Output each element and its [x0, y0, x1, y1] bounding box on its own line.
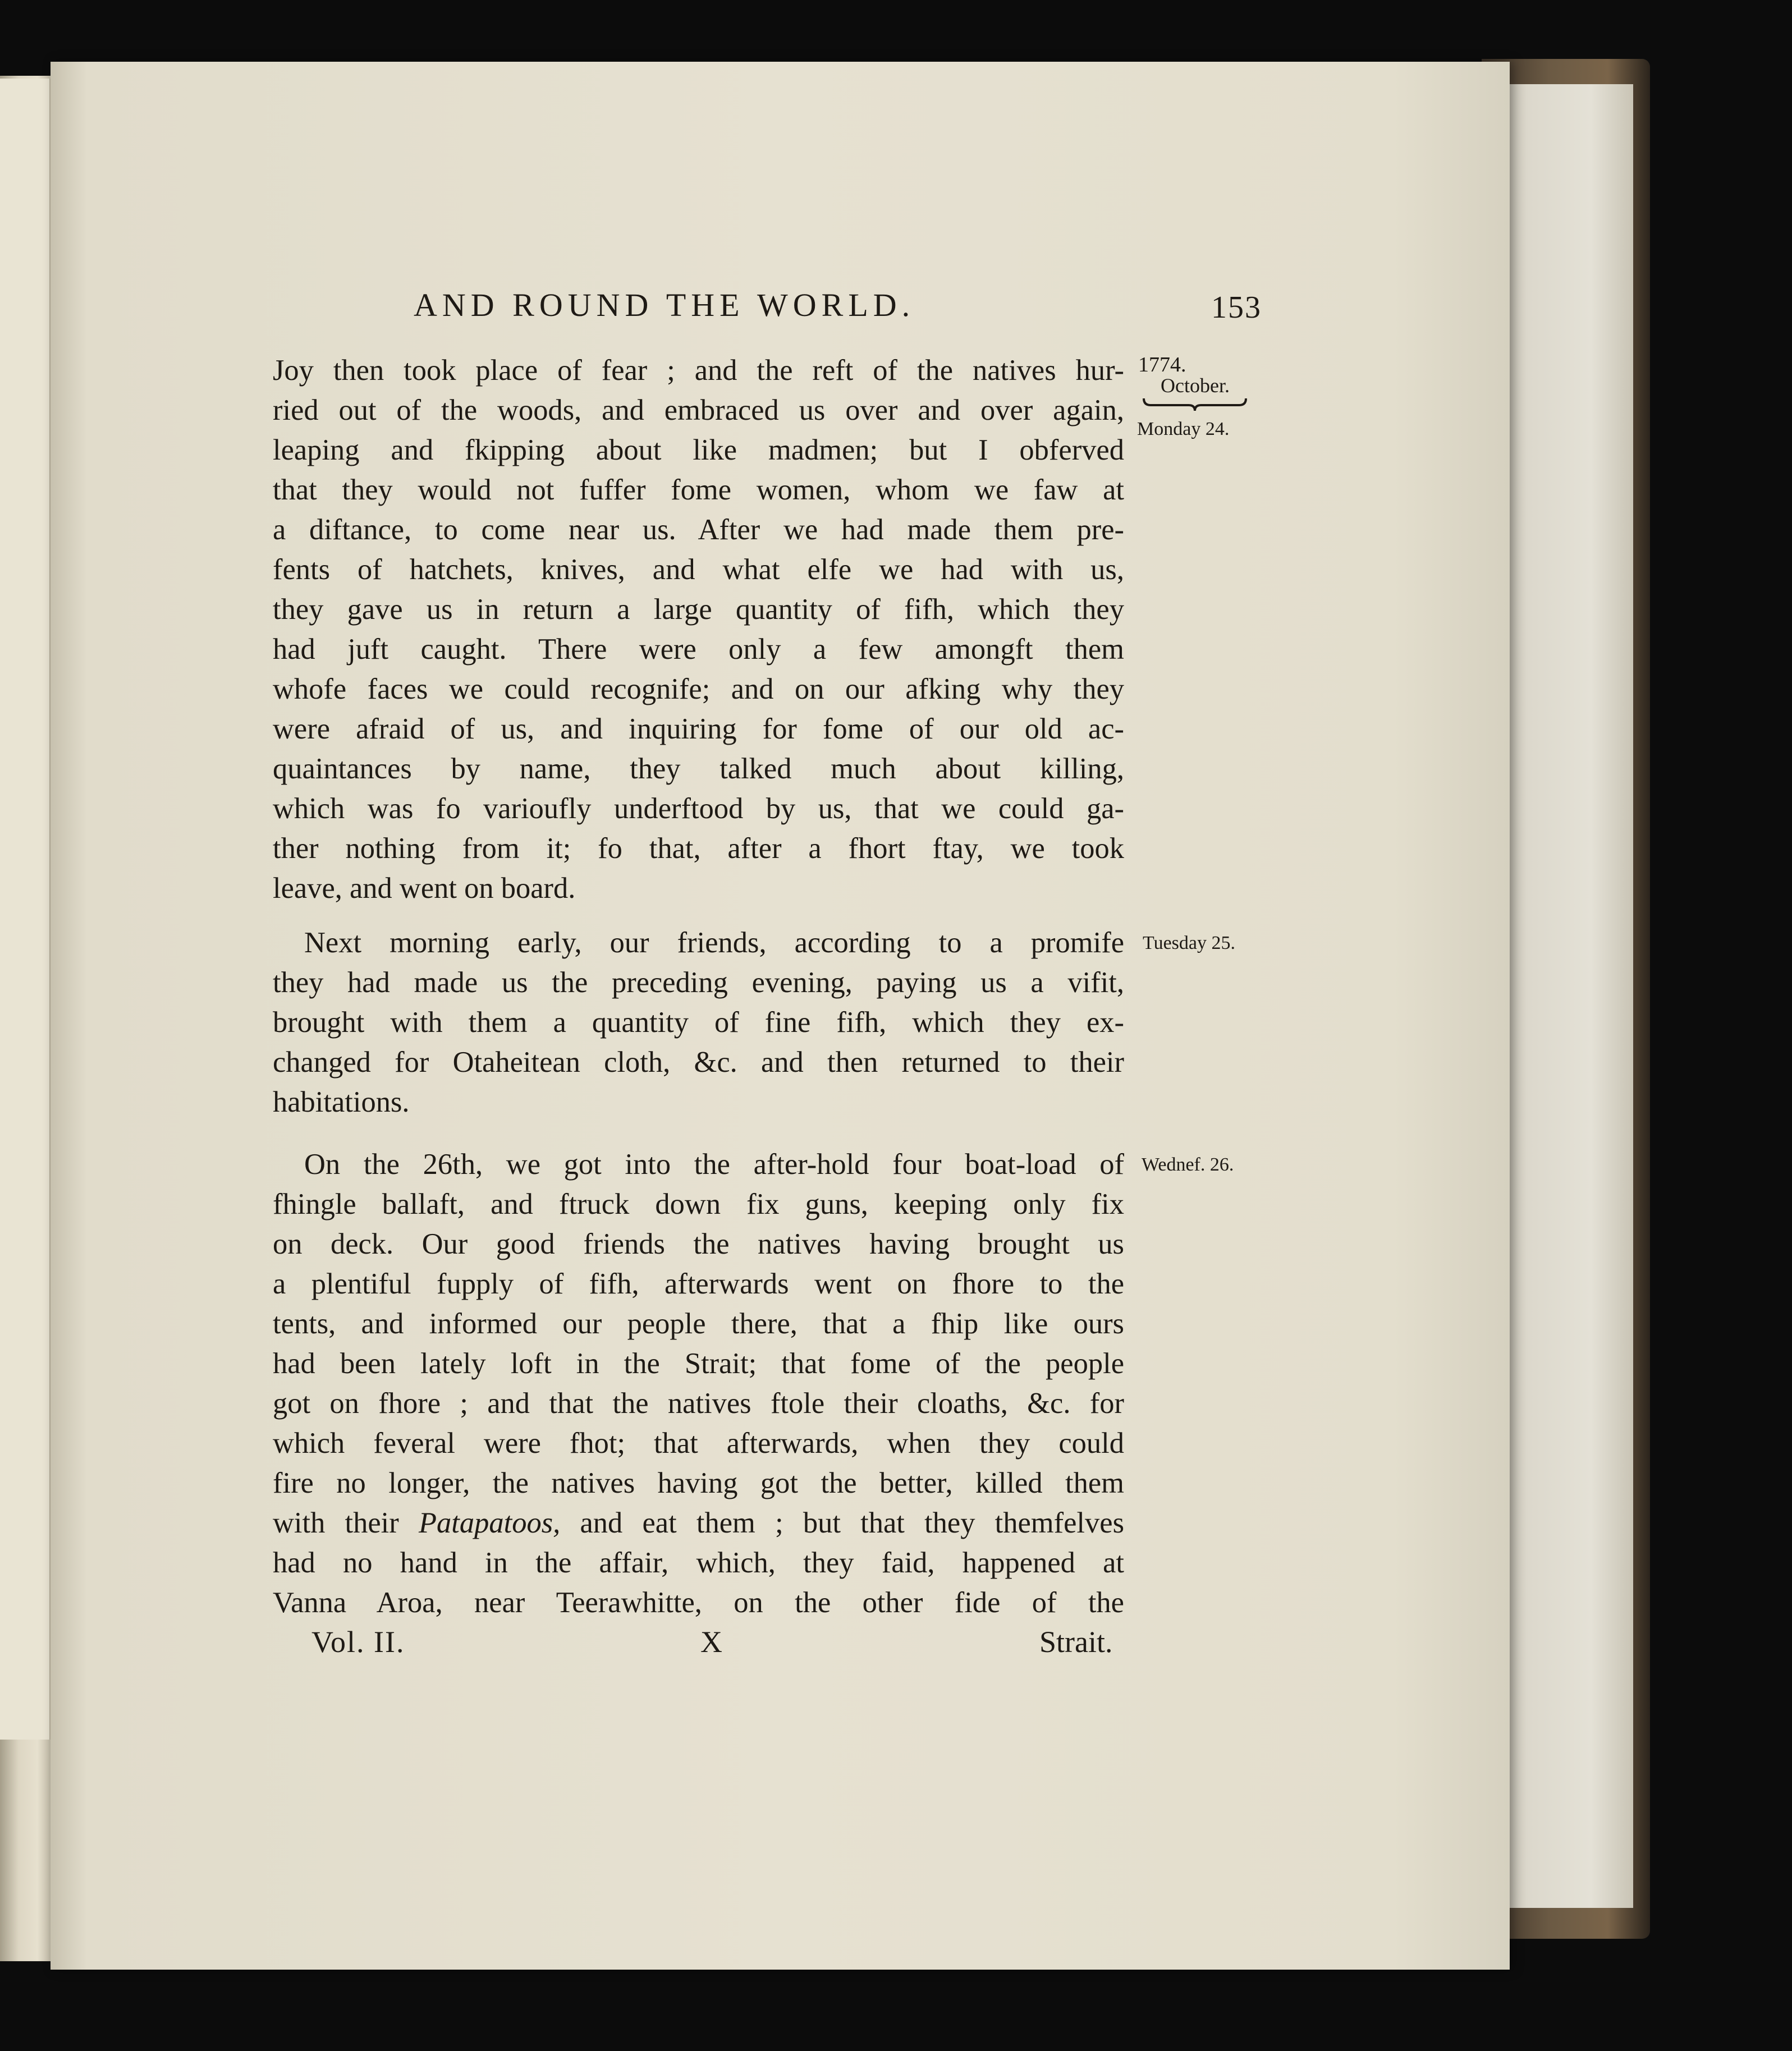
text-line: had juft caught. There were only a few amongft them — [273, 633, 1124, 666]
text-line: Next morning early, our friends, according to a promife — [304, 926, 1124, 959]
text-line: fire no longer, the natives having got the better, killed them — [273, 1467, 1124, 1499]
text-line: which feveral were fhot; that afterwards, when they could — [273, 1427, 1124, 1460]
page-number: 153 — [1211, 290, 1262, 325]
running-head: AND ROUND THE WORLD. — [414, 287, 915, 323]
catchword: Strait. — [1039, 1625, 1113, 1659]
paragraph-2 — [273, 923, 1124, 1122]
text-line-mixed — [273, 1503, 1124, 1543]
margin-brace-icon — [1142, 396, 1248, 413]
text-line: were afraid of us, and inquiring for fome of our old ac- — [273, 713, 1124, 745]
margin-tuesday: Tuesday 25. — [1143, 933, 1235, 953]
text-line: leaping and fkipping about like madmen; but I obferved — [273, 434, 1124, 466]
text-line: tents, and informed our people there, that a fhip like ours — [273, 1307, 1124, 1340]
margin-month: October. — [1161, 374, 1230, 397]
text-line: ther nothing from it; fo that, after a fhort ftay, we took — [273, 832, 1124, 865]
text-line: leave, and went on board. — [273, 872, 576, 905]
text-line: brought with them a quantity of fine fifh, which they ex- — [273, 1006, 1124, 1039]
margin-monday: Monday 24. — [1137, 419, 1230, 439]
text-segment: with their — [273, 1507, 399, 1539]
paragraph-3 — [273, 1145, 1124, 1623]
text-segment: and eat them ; but that they themfelves — [560, 1507, 1124, 1539]
left-page-strip — [0, 79, 51, 1740]
text-line: On the 26th, we got into the after-hold four boat-load of — [304, 1148, 1124, 1181]
text-line: had no hand in the affair, which, they faid, happened at — [273, 1547, 1124, 1579]
text-line: got on fhore ; and that the natives ftole their cloaths, &c. for — [273, 1387, 1124, 1420]
text-line: Joy then took place of fear ; and the reft of the natives hur- — [273, 354, 1124, 387]
text-line: changed for Otaheitean cloth, &c. and then returned to their — [273, 1046, 1124, 1079]
text-line: they gave us in return a large quantity of fifh, which they — [273, 593, 1124, 626]
margin-wednesday: Wednef. 26. — [1142, 1154, 1234, 1175]
text-line: a diftance, to come near us. After we had made them pre- — [273, 513, 1124, 546]
text-line: quaintances by name, they talked much about killing, — [273, 753, 1124, 785]
volume-mark: Vol. II. — [311, 1625, 405, 1659]
italic-word: Patapatoos, — [418, 1507, 561, 1539]
text-line: fents of hatchets, knives, and what elfe we had with us, — [273, 553, 1124, 586]
signature-mark: X — [700, 1625, 722, 1659]
text-line: which was fo varioufly underftood by us, that we could ga- — [273, 792, 1124, 825]
text-line: habitations. — [273, 1086, 410, 1118]
text-line: they had made us the preceding evening, paying us a vifit, — [273, 966, 1124, 999]
text-line: ried out of the woods, and embraced us over and over again, — [273, 394, 1124, 426]
text-line: that they would not fuffer fome women, whom we faw at — [273, 474, 1124, 506]
text-line: had been lately loft in the Strait; that fome of the people — [273, 1347, 1124, 1380]
text-line: fhingle ballaft, and ftruck down fix guns, keeping only fix — [273, 1188, 1124, 1220]
text-line: on deck. Our good friends the natives having brought us — [273, 1228, 1124, 1260]
text-line: whofe faces we could recognife; and on our afking why they — [273, 673, 1124, 705]
margin-year: 1774. — [1138, 353, 1186, 377]
text-line: a plentiful fupply of fifh, afterwards went on fhore to the — [273, 1268, 1124, 1300]
text-line: Vanna Aroa, near Teerawhitte, on the other fide of the — [273, 1586, 1124, 1619]
paragraph-1 — [273, 351, 1124, 909]
page-block-edge — [1493, 84, 1633, 1908]
